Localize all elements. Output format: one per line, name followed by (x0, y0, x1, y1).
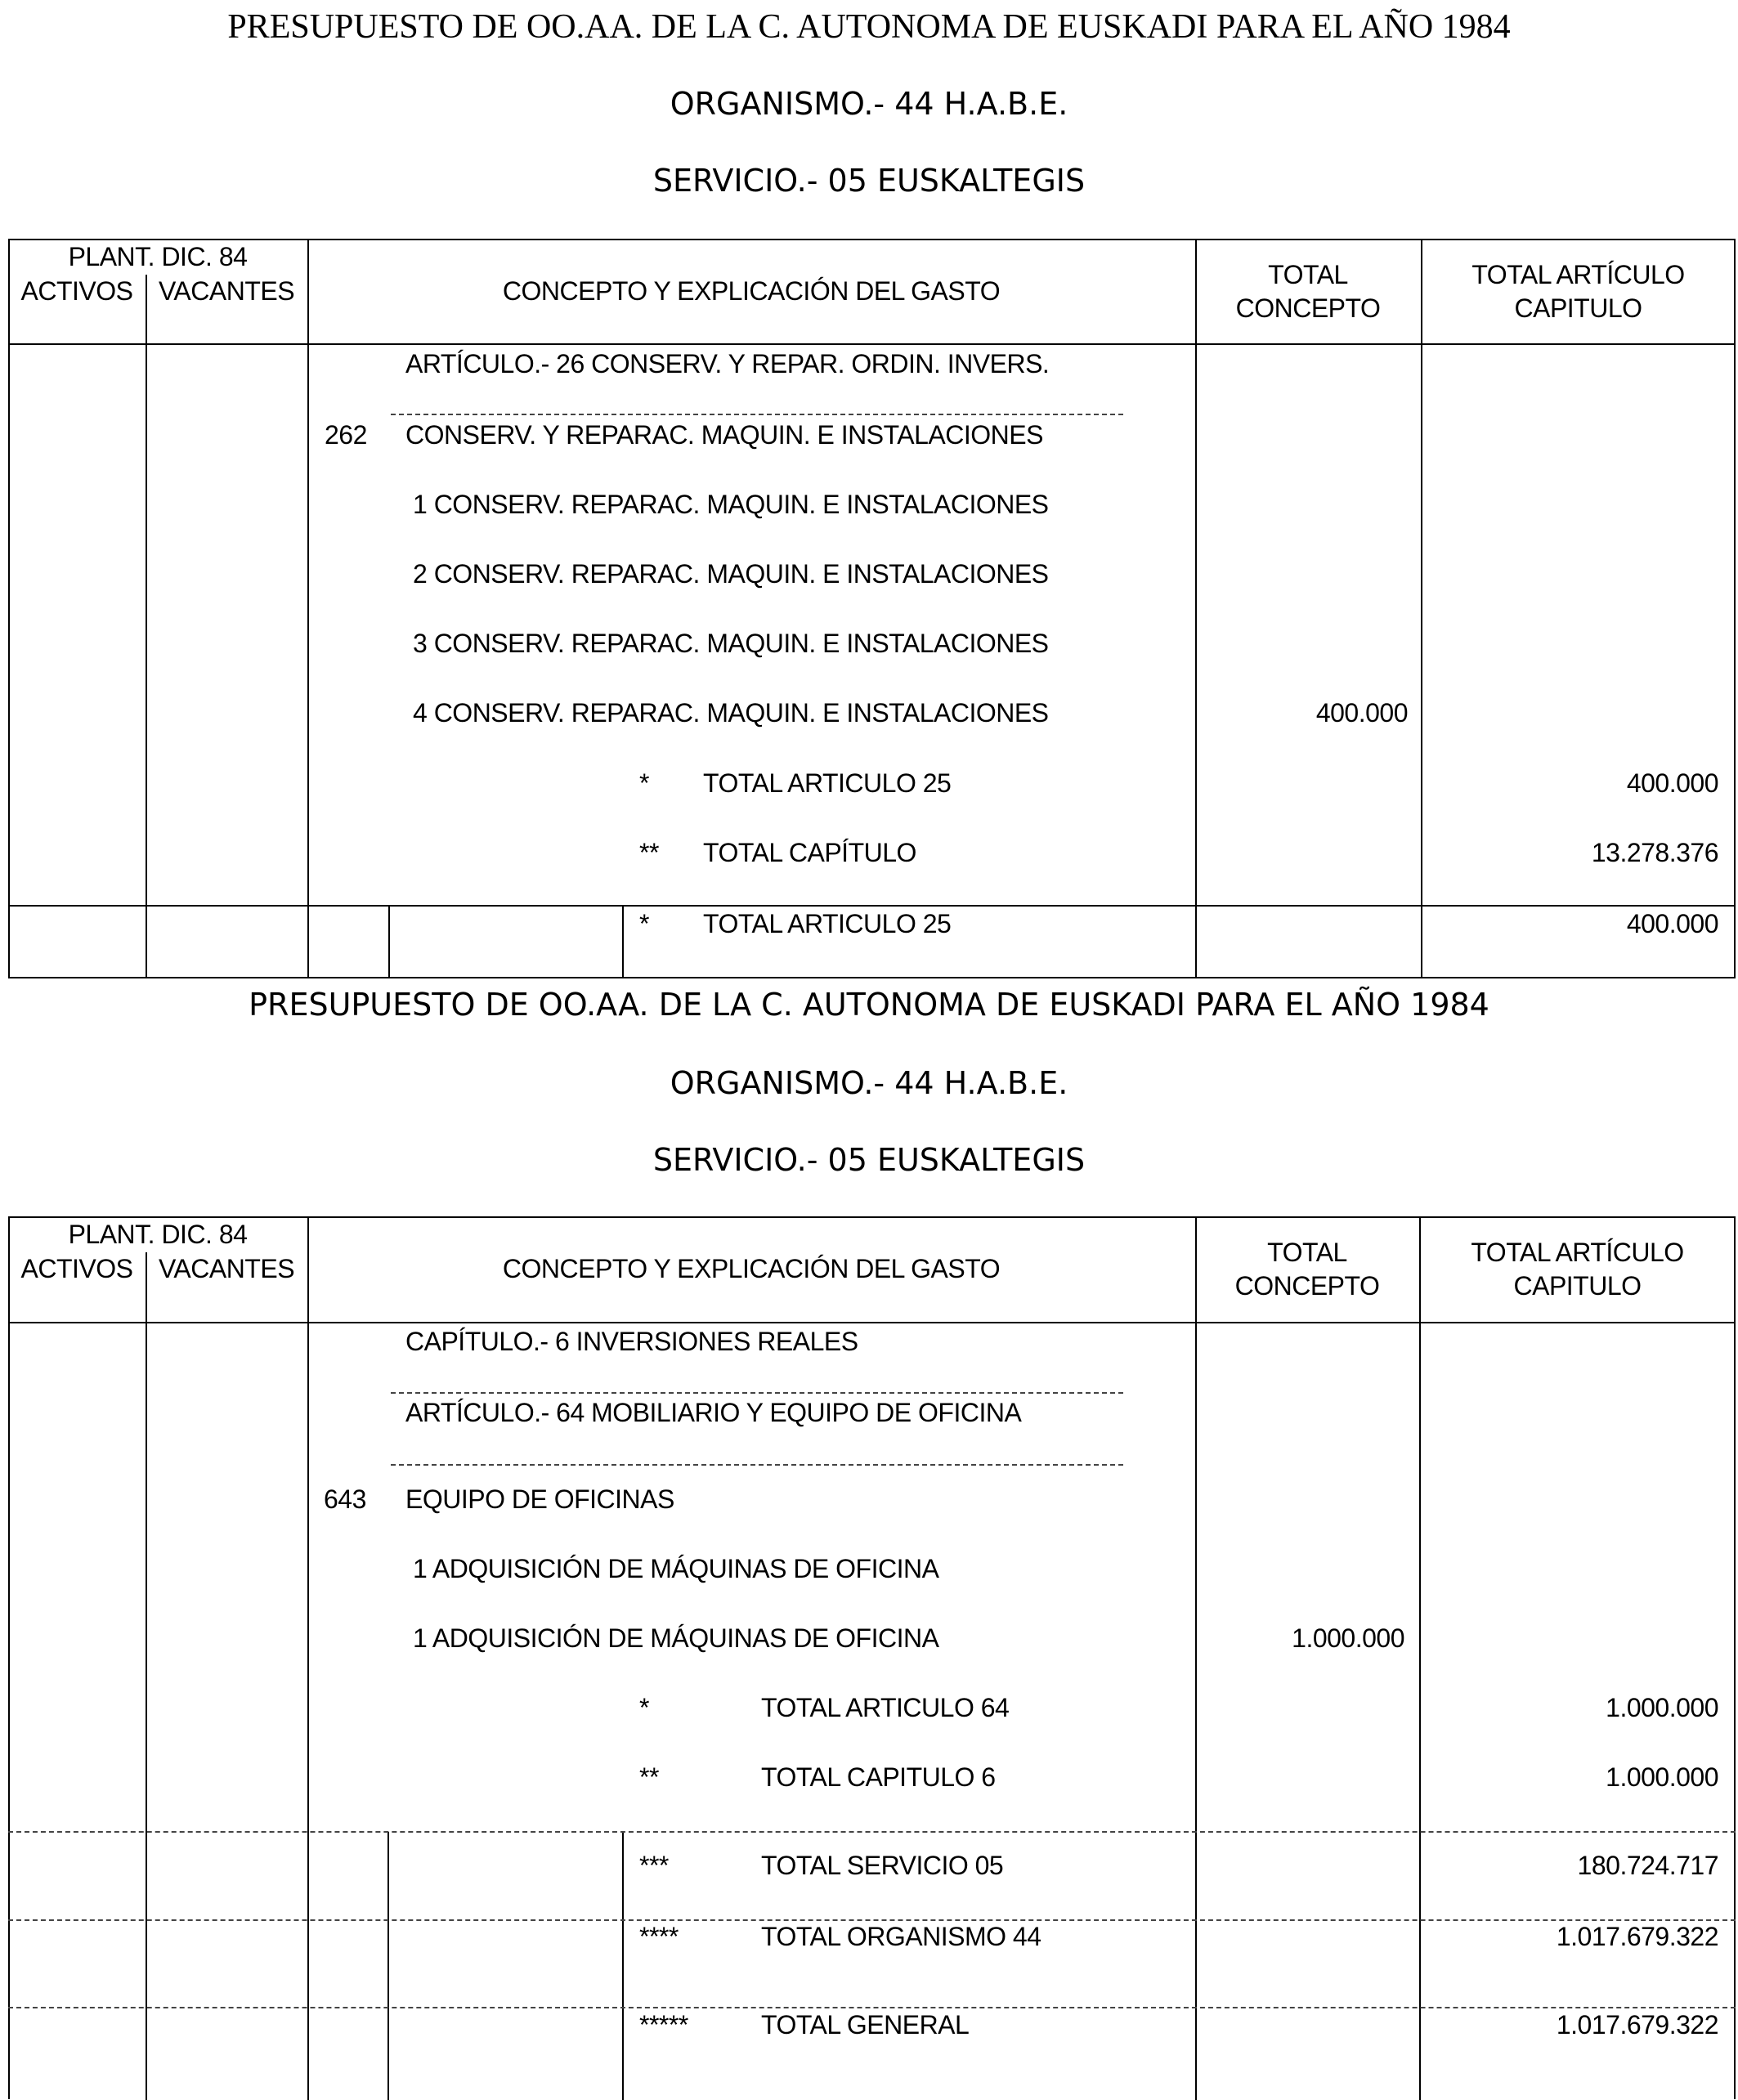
page-2-servicio: SERVICIO.- 05 EUSKALTEGIS (652, 1142, 1086, 1178)
header-plant: PLANT. DIC. 84 (68, 1220, 248, 1249)
header-total-concepto: CONCEPTO (1234, 1271, 1380, 1301)
footer-mark: **** (639, 1922, 679, 1951)
line-item: 1 ADQUISICIÓN DE MÁQUINAS DE OFICINA (413, 1554, 939, 1583)
total-amount: 13.278.376 (1591, 838, 1718, 867)
page-1-title: PRESUPUESTO DE OO.AA. DE LA C. AUTONOMA DE EUSKADI PARA EL AÑO 1984 (227, 8, 1511, 46)
total-amount: 1.000.000 (1606, 1762, 1718, 1792)
footer-col-divider (387, 1832, 389, 2100)
header-total-articulo: TOTAL ARTÍCULO (1471, 260, 1685, 289)
footer-dashed-line (8, 1919, 1736, 1921)
header-concepto: CONCEPTO Y EXPLICACIÓN DEL GASTO (502, 1254, 1001, 1283)
total-amount: 400.000 (1626, 768, 1718, 798)
col-divider-total (1419, 1216, 1421, 2100)
footer-mark: *** (639, 1851, 669, 1880)
header-divider (8, 1322, 1736, 1323)
col-divider-concepto (1195, 1216, 1197, 2100)
footer-label: TOTAL GENERAL (761, 2010, 970, 2040)
header-activos: ACTIVOS (20, 1254, 133, 1283)
total-amount: 1.000.000 (1606, 1693, 1718, 1722)
articulo-heading: ARTÍCULO.- 64 MOBILIARIO Y EQUIPO DE OFICINA (405, 1398, 1022, 1427)
header-divider (8, 343, 1736, 345)
concept-title: CONSERV. Y REPARAC. MAQUIN. E INSTALACIONES (405, 420, 1043, 450)
footer-label: TOTAL ARTICULO 25 (703, 909, 952, 938)
footer-label: TOTAL SERVICIO 05 (761, 1851, 1004, 1880)
footer-col-divider (388, 905, 390, 978)
footer-label: TOTAL ORGANISMO 44 (761, 1922, 1041, 1951)
header-total-articulo: TOTAL ARTÍCULO (1471, 1238, 1684, 1267)
total-mark: ** (639, 1762, 659, 1792)
total-mark: * (639, 1693, 649, 1722)
capitulo-heading: CAPÍTULO.- 6 INVERSIONES REALES (405, 1327, 858, 1356)
line-item: 1 ADQUISICIÓN DE MÁQUINAS DE OFICINA (413, 1623, 939, 1653)
header-vacantes: VACANTES (158, 1254, 295, 1283)
footer-amount: 400.000 (1626, 909, 1718, 938)
header-total-articulo: CAPITULO (1513, 1271, 1642, 1301)
concept-title: EQUIPO DE OFICINAS (405, 1484, 674, 1514)
total-label: TOTAL CAPITULO 6 (761, 1762, 996, 1792)
footer-amount: 1.017.679.322 (1556, 2010, 1718, 2040)
page-1-servicio: SERVICIO.- 05 EUSKALTEGIS (652, 163, 1086, 199)
total-label: TOTAL ARTICULO 25 (703, 768, 952, 798)
page-2-title: PRESUPUESTO DE OO.AA. DE LA C. AUTONOMA DE EUSKADI PARA EL AÑO 1984 (249, 987, 1489, 1023)
footer-amount: 1.017.679.322 (1556, 1922, 1718, 1951)
articulo-heading: ARTÍCULO.- 26 CONSERV. Y REPAR. ORDIN. INVERS. (405, 349, 1050, 378)
line-item: 2 CONSERV. REPARAC. MAQUIN. E INSTALACIONES (413, 559, 1049, 589)
footer-col-divider (622, 905, 624, 978)
footer-mark: ***** (639, 2010, 688, 2040)
col-divider-total (1421, 239, 1422, 978)
footer-col-divider (622, 1832, 624, 2100)
header-plant: PLANT. DIC. 84 (68, 242, 248, 271)
dashed-separator (391, 414, 1123, 415)
total-label: TOTAL CAPÍTULO (703, 838, 916, 867)
col-divider-vacantes (307, 1216, 309, 2100)
line-item: 4 CONSERV. REPARAC. MAQUIN. E INSTALACIONES (413, 698, 1049, 728)
header-total-concepto: TOTAL (1267, 1238, 1347, 1267)
header-total-concepto: TOTAL (1268, 260, 1348, 289)
total-mark: ** (639, 838, 659, 867)
line-item: 1 CONSERV. REPARAC. MAQUIN. E INSTALACIONES (413, 490, 1049, 519)
header-vacantes: VACANTES (158, 276, 295, 306)
total-mark: * (639, 768, 649, 798)
footer-mark: * (639, 909, 649, 938)
header-concepto: CONCEPTO Y EXPLICACIÓN DEL GASTO (502, 276, 1001, 306)
page-2-organismo: ORGANISMO.- 44 H.A.B.E. (670, 1065, 1068, 1101)
budget-table-2 (8, 1216, 1736, 2099)
dashed-separator (391, 1392, 1123, 1394)
concept-code: 262 (325, 420, 367, 450)
dashed-separator (391, 1464, 1123, 1466)
header-total-articulo: CAPITULO (1514, 293, 1642, 323)
footer-amount: 180.724.717 (1577, 1851, 1718, 1880)
concept-code: 643 (324, 1484, 366, 1514)
footer-dashed-line (8, 2007, 1736, 2008)
line-item: 3 CONSERV. REPARAC. MAQUIN. E INSTALACIONES (413, 629, 1049, 658)
footer-dashed-line (8, 1831, 1736, 1833)
header-total-concepto: CONCEPTO (1235, 293, 1381, 323)
footer-divider (8, 905, 1736, 907)
line-amount: 1.000.000 (1292, 1623, 1404, 1653)
header-activos: ACTIVOS (20, 276, 133, 306)
col-divider-concepto (1195, 239, 1197, 978)
col-divider-vacantes (307, 239, 309, 978)
line-amount: 400.000 (1315, 698, 1408, 728)
page-1-organismo: ORGANISMO.- 44 H.A.B.E. (670, 86, 1068, 122)
total-label: TOTAL ARTICULO 64 (761, 1693, 1010, 1722)
col-divider-activos (146, 275, 147, 978)
col-divider-activos (146, 1252, 147, 2100)
